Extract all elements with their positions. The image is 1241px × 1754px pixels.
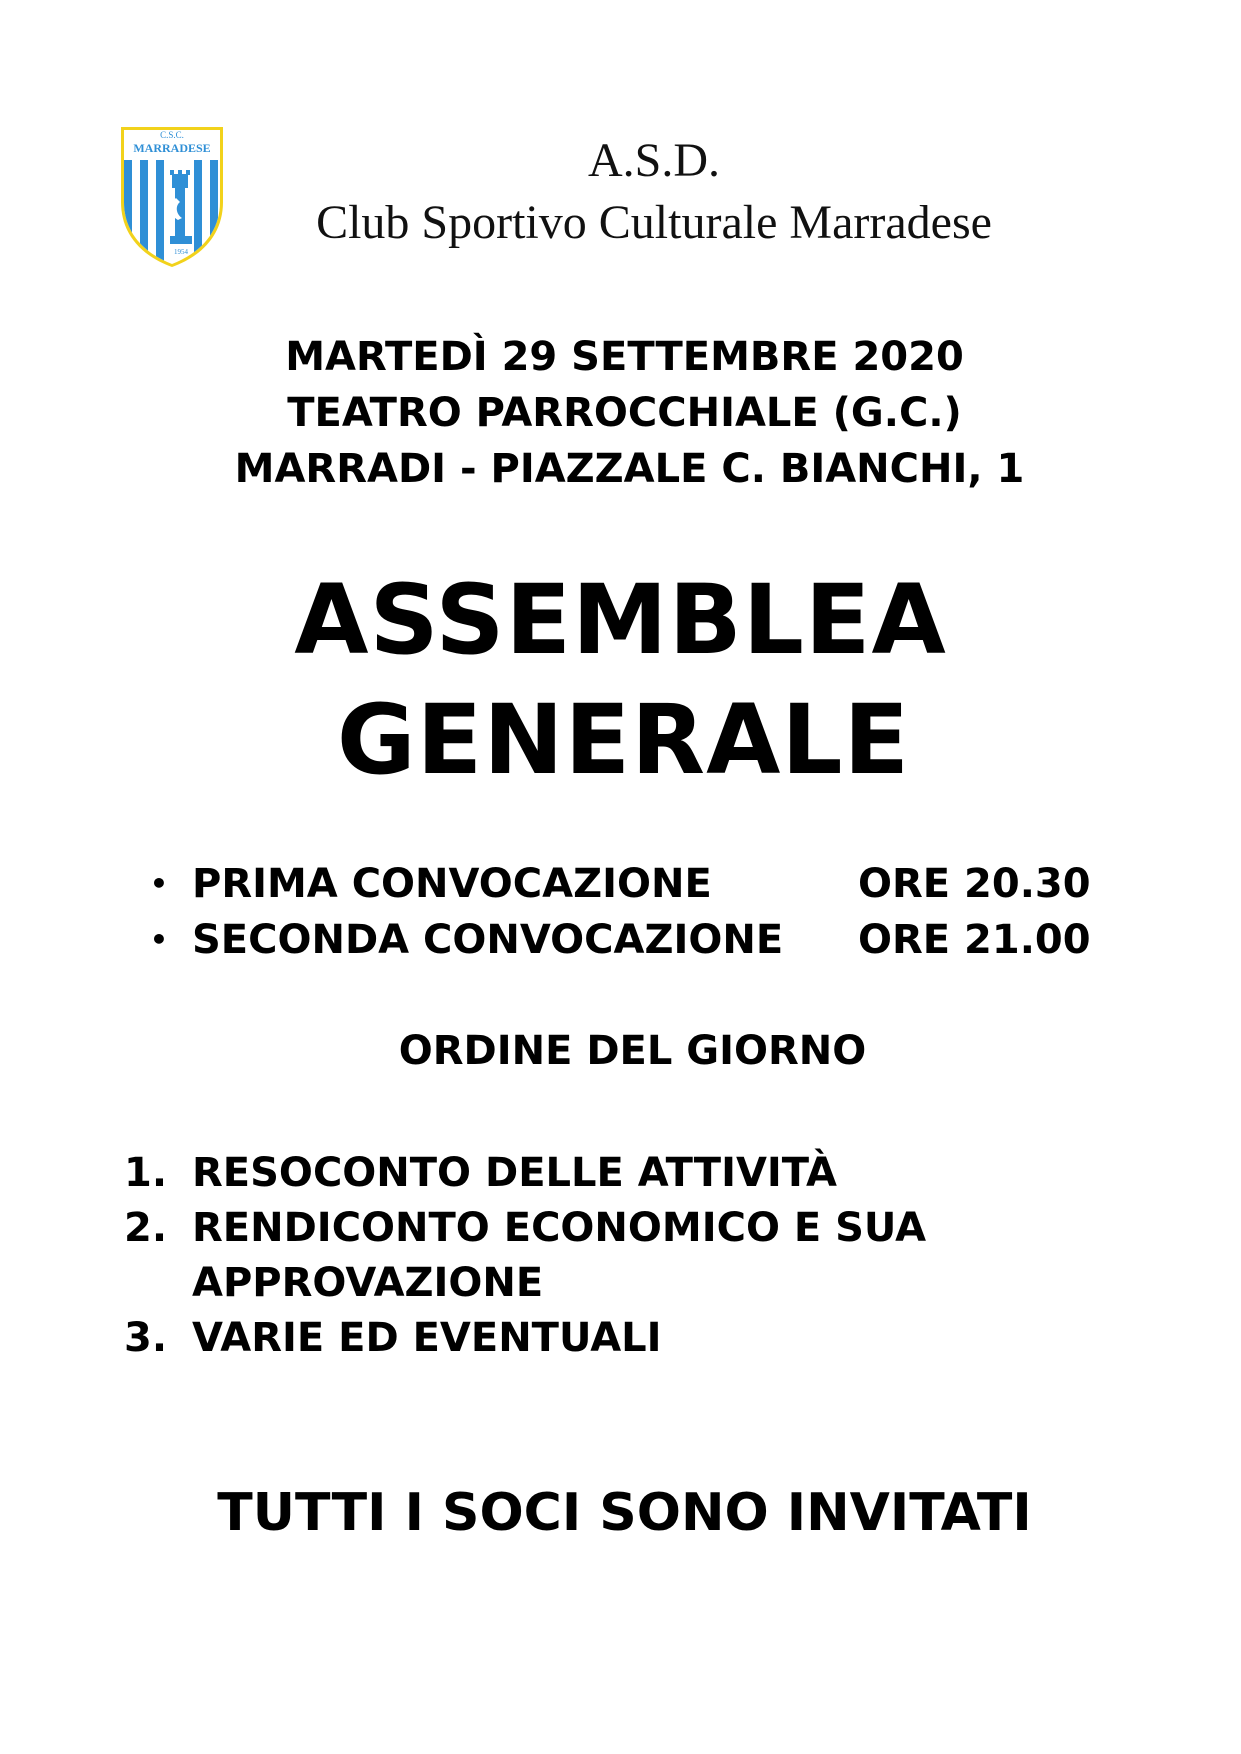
event-address: MARRADI - PIAZZALE C. BIANCHI, 1 — [234, 446, 1025, 492]
agenda-number: 1. — [124, 1150, 168, 1196]
main-title — [0, 560, 1241, 800]
convocation-label: PRIMA CONVOCAZIONE — [192, 861, 712, 907]
svg-text:1954: 1954 — [174, 248, 188, 256]
convocation-time: ORE 20.30 — [858, 861, 1091, 907]
agenda-number: 3. — [124, 1315, 168, 1361]
agenda-item — [124, 1311, 1012, 1366]
agenda-text: VARIE ED EVENTUALI — [192, 1315, 662, 1361]
event-info — [0, 329, 1241, 497]
agenda-list — [124, 1146, 1012, 1366]
club-header — [260, 130, 1140, 254]
agenda-item — [124, 1146, 1012, 1201]
agenda-number: 2. — [124, 1205, 168, 1251]
agenda-text: RENDICONTO ECONOMICO E SUA APPROVAZIONE — [192, 1205, 927, 1306]
title-line-1: ASSEMBLEA — [294, 564, 947, 676]
agenda-title: ORDINE DEL GIORNO — [398, 1028, 867, 1074]
svg-text:C.S.C.: C.S.C. — [160, 130, 184, 140]
org-type: A.S.D. — [587, 134, 721, 187]
convocation-time: ORE 21.00 — [858, 917, 1091, 963]
members-invite: TUTTI I SOCI SONO INVITATI — [217, 1483, 1032, 1543]
agenda-item — [124, 1201, 1012, 1311]
svg-text:MARRADESE: MARRADESE — [133, 141, 211, 155]
event-venue: TEATRO PARROCCHIALE (G.C.) — [287, 390, 962, 436]
event-date: MARTEDÌ 29 SETTEMBRE 2020 — [285, 334, 964, 380]
agenda-text: RESOCONTO DELLE ATTIVITÀ — [192, 1150, 837, 1196]
bullet-icon: • — [150, 867, 168, 900]
org-name: Club Sportivo Culturale Marradese — [316, 196, 992, 249]
convocation-label: SECONDA CONVOCAZIONE — [192, 917, 784, 963]
title-line-2: GENERALE — [336, 684, 911, 796]
bullet-icon: • — [150, 923, 168, 956]
